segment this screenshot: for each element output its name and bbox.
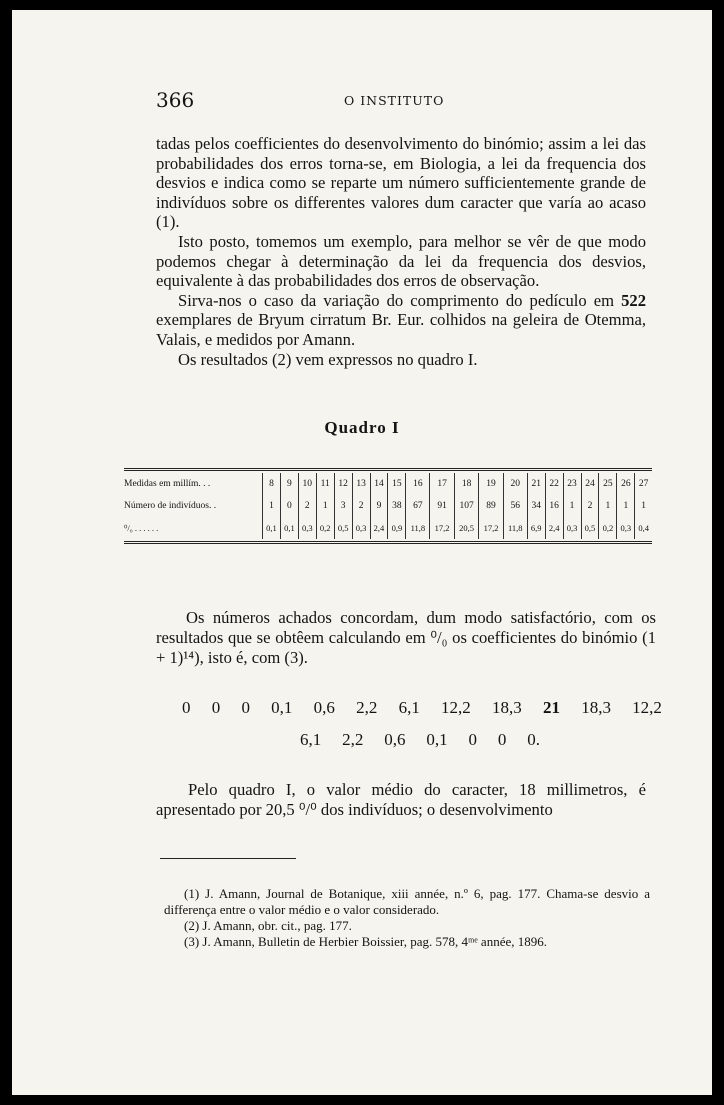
coefficient-value: 0. [527, 730, 540, 749]
coefficient-value: 18,3 [492, 698, 522, 717]
coefficient-value: 0,6 [313, 698, 335, 717]
book-page [12, 10, 712, 1095]
specimen-count: 522 [621, 290, 646, 310]
table-cell: 2,4 [545, 517, 563, 539]
paragraph-3 [156, 291, 646, 350]
table-cell: 1 [563, 495, 581, 517]
coefficient-value: 0,6 [384, 730, 406, 749]
coefficient-value: 21 [542, 698, 560, 717]
page-header [156, 88, 676, 112]
comparison-text [156, 608, 656, 668]
table-cell: 89 [479, 495, 503, 517]
coefficient-value: 2,2 [356, 698, 378, 717]
table-cell: 19 [479, 473, 503, 495]
table-cell: 15 [388, 473, 406, 495]
table-cell: 0,4 [635, 517, 652, 539]
table-cell: 0,2 [599, 517, 617, 539]
table-cell: 23 [563, 473, 581, 495]
coefficient-value: 18,3 [581, 698, 611, 717]
table-cell: 24 [581, 473, 599, 495]
table-cell: 9 [280, 473, 298, 495]
footnote-rule [160, 858, 296, 859]
table-cell: 9 [370, 495, 388, 517]
coefficients-row-1 [182, 698, 662, 718]
table-row [124, 517, 652, 539]
table-cell: 1 [617, 495, 635, 517]
running-title: O INSTITUTO [344, 93, 445, 108]
table-cell: 91 [430, 495, 454, 517]
table-cell: 16 [406, 473, 430, 495]
table-cell: 14 [370, 473, 388, 495]
coefficient-value: 12,2 [632, 698, 662, 717]
footnotes [164, 886, 650, 950]
table-cell: 0,3 [352, 517, 370, 539]
row-label: Medidas em millím. . . [124, 479, 211, 489]
table-cell: 0,3 [563, 517, 581, 539]
table-cell: 17,2 [430, 517, 454, 539]
quadro-table-wrap [124, 468, 652, 544]
footnote-2: (2) J. Amann, obr. cit., pag. 177. [184, 918, 352, 933]
table-cell: 38 [388, 495, 406, 517]
quadro-table [124, 473, 652, 539]
row-label: Número de indivíduos. . [124, 501, 217, 511]
table-cell: 26 [617, 473, 635, 495]
table-cell: 3 [334, 495, 352, 517]
coefficient-value: 0 [497, 730, 507, 749]
paragraph-3-after: exemplares de Bryum cirratum Br. Eur. colhidos na geleira de Otemma, Valais, e medidos por Amann. [156, 310, 646, 349]
table-cell: 0,1 [263, 517, 281, 539]
table-cell: 2 [298, 495, 316, 517]
table-cell: 10 [298, 473, 316, 495]
table-cell: 2 [352, 495, 370, 517]
table-cell: 1 [316, 495, 334, 517]
table-cell: 18 [454, 473, 478, 495]
closing-text [156, 780, 646, 820]
footnote-1: (1) J. Amann, Journal de Botanique, xiii année, n.º 6, pag. 177. Chama-se desvio a differença entre o valor médio e o valor considerado. [164, 886, 650, 917]
coefficient-value: 0,1 [271, 698, 293, 717]
paragraph-1: tadas pelos coefficientes do desenvolvimento do binómio; assim a lei das probabilidades dos erros torna-se, em Biologia, a lei da frequencia dos desvios e indica como se reparte um número sufficientemente grande de indivíduos sobre os differentes valores dum caracter que varía ao acaso (1). [156, 134, 646, 232]
coefficient-value: 6,1 [300, 730, 322, 749]
paragraph-6: Pelo quadro I, o valor médio do caracter, 18 millimetros, é apresentado por 20,5 ⁰/⁰ dos indivíduos; o desenvolvimento [156, 780, 646, 819]
table-cell: 11 [316, 473, 334, 495]
coefficient-value: 0 [211, 698, 221, 717]
table-cell: 21 [527, 473, 545, 495]
coefficients-row-2 [300, 730, 540, 750]
row-label: ⁰/₀ . . . . . . [124, 522, 159, 533]
table-cell: 0,9 [388, 517, 406, 539]
table-row [124, 473, 652, 495]
table-title: Quadro I [324, 418, 400, 437]
coefficient-value: 0 [182, 698, 191, 717]
table-cell: 0,5 [334, 517, 352, 539]
table-cell: 67 [406, 495, 430, 517]
table-cell: 20 [503, 473, 527, 495]
table-cell: 20,5 [454, 517, 478, 539]
page-number: 366 [156, 88, 195, 112]
table-cell: 1 [635, 495, 652, 517]
paragraph-5: Os números achados concordam, dum modo satisfactório, com os resultados que se obtêem calculando em ⁰/₀ os coefficientes do binómio (1 + 1)¹⁴), isto é, com (3). [156, 608, 656, 667]
paragraph-3-before: Sirva-nos o caso da variação do comprimento do pedículo em [178, 290, 622, 310]
coefficient-value: 2,2 [342, 730, 364, 749]
table-cell: 107 [454, 495, 478, 517]
table-cell: 56 [503, 495, 527, 517]
table-cell: 17,2 [479, 517, 503, 539]
table-cell: 17 [430, 473, 454, 495]
table-cell: 22 [545, 473, 563, 495]
table-cell: 0,3 [298, 517, 316, 539]
table-cell: 13 [352, 473, 370, 495]
coefficient-value: 0,1 [426, 730, 448, 749]
coefficient-value: 12,2 [441, 698, 471, 717]
table-cell: 2,4 [370, 517, 388, 539]
footnote-3: (3) J. Amann, Bulletin de Herbier Boissier, pag. 578, 4ᵐᵉ année, 1896. [184, 934, 547, 949]
table-cell: 27 [635, 473, 652, 495]
body-text [156, 134, 646, 369]
paragraph-2: Isto posto, tomemos um exemplo, para melhor se vêr de que modo podemos chegar à determinação da lei da frequencia dos desvios, equivalente à das probabilidades dos erros de observação. [156, 231, 646, 291]
table-cell: 0,3 [617, 517, 635, 539]
paragraph-4: Os resultados (2) vem expressos no quadro I. [178, 349, 478, 369]
table-cell: 0,1 [280, 517, 298, 539]
table-row [124, 495, 652, 517]
table-cell: 0,5 [581, 517, 599, 539]
table-cell: 11,8 [503, 517, 527, 539]
coefficient-value: 0 [468, 730, 477, 749]
table-cell: 1 [599, 495, 617, 517]
table-cell: 8 [263, 473, 281, 495]
table-cell: 16 [545, 495, 563, 517]
table-cell: 11,8 [406, 517, 430, 539]
table-cell: 2 [581, 495, 599, 517]
table-cell: 1 [263, 495, 281, 517]
coefficient-value: 0 [241, 698, 250, 717]
coefficient-value: 6,1 [398, 698, 420, 717]
table-cell: 6,9 [527, 517, 545, 539]
table-cell: 0 [280, 495, 298, 517]
table-cell: 34 [527, 495, 545, 517]
table-cell: 25 [599, 473, 617, 495]
table-cell: 12 [334, 473, 352, 495]
table-cell: 0,2 [316, 517, 334, 539]
